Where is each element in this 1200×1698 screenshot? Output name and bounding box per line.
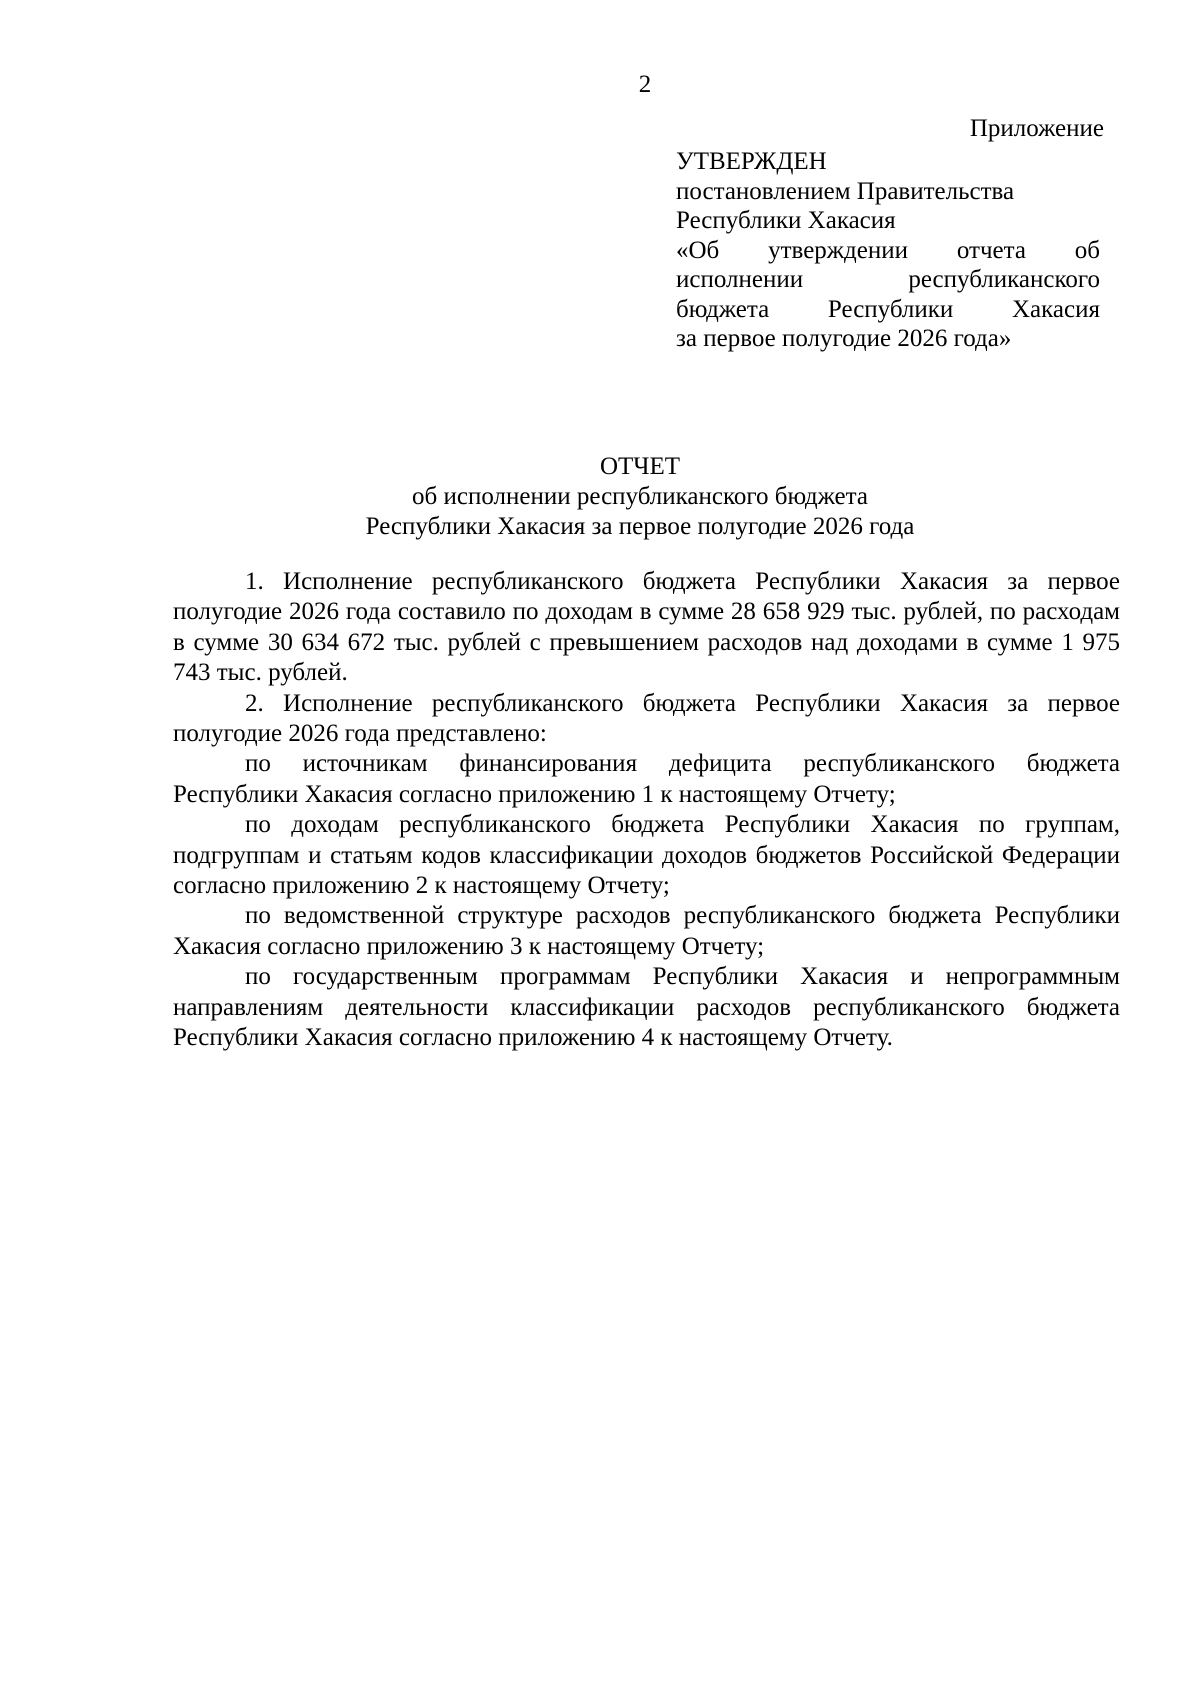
body-paragraph: по источникам финансирования дефицита республиканского бюджета Республики Хакасия согласно приложению 1 к настоящему Отчету; xyxy=(173,750,1120,808)
report-title-block xyxy=(160,452,1120,542)
approval-line-6: за первое полугодие 2026 года» xyxy=(676,325,1012,352)
report-subtitle-2: Республики Хакасия за первое полугодие 2026 года xyxy=(365,513,915,540)
approval-line-5: бюджета Республики Хакасия xyxy=(676,295,1100,323)
report-subtitle-1: об исполнении республиканского бюджета xyxy=(412,483,868,510)
approval-block xyxy=(676,147,1100,354)
report-body xyxy=(173,567,1120,1054)
body-paragraph: по доходам республиканского бюджета Республики Хакасия по группам, подгруппам и статьям кодов классификации доходов бюджетов Российской Федерации согласно приложению 2 к настоящему Отчету; xyxy=(173,811,1120,900)
page-number: 2 xyxy=(638,71,652,98)
approval-line-2: Республики Хакасия xyxy=(676,207,896,234)
body-paragraph: по государственным программам Республики Хакасия и непрограммным направлениям деятельности классификации расходов республиканского бюджета Республики Хакасия согласно приложению 4 к настоящему Отчету. xyxy=(173,963,1120,1052)
body-paragraph: по ведомственной структуре расходов республиканского бюджета Республики Хакасия согласно приложению 3 к настоящему Отчету; xyxy=(173,902,1120,960)
report-heading: ОТЧЕТ xyxy=(599,453,681,480)
approval-line-3: «Об утверждении отчета об xyxy=(676,236,1100,264)
approval-stamp: УТВЕРЖДЕН xyxy=(676,148,827,175)
approval-line-1: постановлением Правительства xyxy=(676,177,1015,205)
body-paragraph: 2. Исполнение республиканского бюджета Республики Хакасия за первое полугодие 2026 года представлено: xyxy=(173,689,1120,748)
appendix-label: Приложение xyxy=(969,115,1104,142)
body-paragraph: 1. Исполнение республиканского бюджета Республики Хакасия за первое полугодие 2026 года составило по доходам в сумме 28 658 929 тыс. рублей, по расходам в сумме 30 634 672 тыс. рублей с превышением расходов над доходами в сумме 1 975 743 тыс. рублей. xyxy=(173,568,1120,687)
approval-line-4: исполнении республиканского xyxy=(676,266,1100,293)
